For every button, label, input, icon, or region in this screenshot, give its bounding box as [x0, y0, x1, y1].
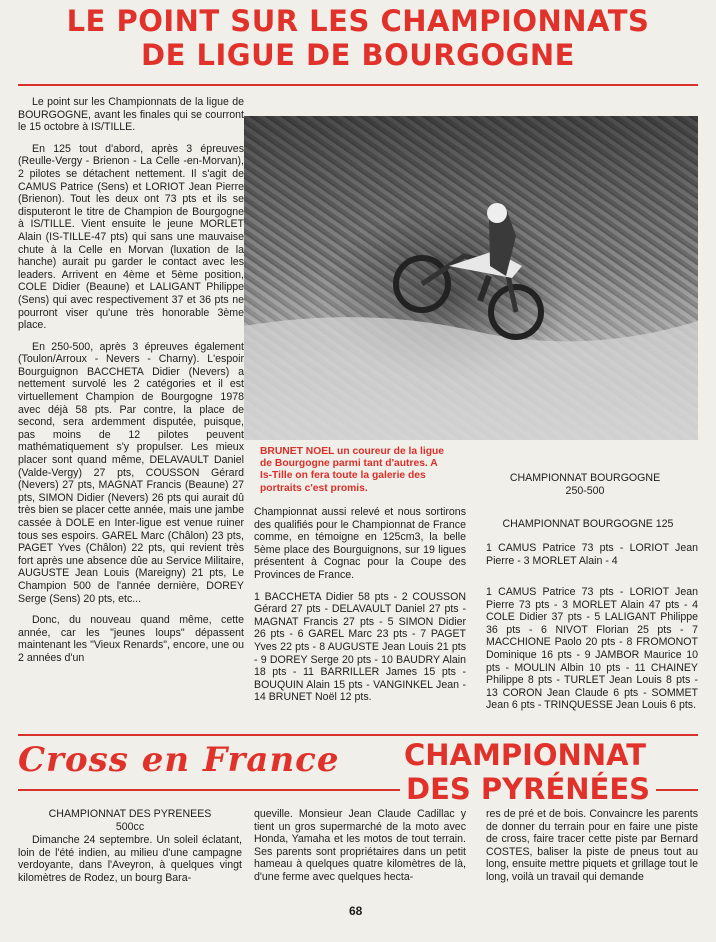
middle-column: [254, 506, 466, 713]
bottom-col3-text: res de pré et de bois. Convaincre les parents de donner du terrain pour en faire une piste de cross, faire tracer cette piste par Bernard COSTES, baliser la piste de pneus tout au long, ensuite mettre piquets et grillage tout le long, voilà un travail qui demande: [486, 808, 698, 883]
paragraph-125: En 125 tout d'abord, après 3 épreuves (Reulle-Vergy - Brienon - La Celle -en-Morvan), 2 pilotes se détachent nettement. Il s'agit de CAMUS Patrice (Sens) et LORIOT Jean Pierre (Brienon). Tout les deux ont 73 pts et ils se disputeront le titre de Champion de Bourgogne à IS/TILLE. Vient ensuite le jeune MORLET Alain (IS-TILLE-47 pts) qui sans une mauvaise chute à la Celle en Morvan (luxation de la hanche) aurait pu garder le contact avec les leaders. Arrivent en 4ème et 5ème position, COLE Didier (Beaune) et LALIGANT Philippe (Sens) qui avec respectivement 37 et 36 pts ne pourront viser qu'une très honorable 3ème place.: [18, 142, 244, 332]
page-title-line1: LE POINT SUR LES CHAMPIONNATS: [66, 4, 650, 38]
paragraph-conclusion: Donc, du nouveau quand même, cette année, car les "jeunes loups" dépassent maintenant les "Vieux Renards", encore, une ou 2 années d'un: [18, 614, 244, 664]
photo-caption: BRUNET NOEL un coureur de la ligue de Bourgogne parmi tant d'autres. A Is-Tille on fera toute la galerie des portraits c'est promis.: [260, 446, 445, 494]
section-rule: [18, 734, 698, 736]
bottom-col2: [254, 808, 466, 893]
standings-125-full: 1 CAMUS Patrice 73 pts - LORIOT Jean Pierre 73 pts - 3 MORLET Alain 47 pts - 4 COLE Didier 37 pts - 5 LALIGANT Philippe 36 pts - 6 NIVOT Florian 25 pts - 7 MACCHIONE Paolo 20 pts - 8 FROMONOT Dominique 16 pts - 9 JAMBOR Maurice 10 pts - MOULIN Albin 10 pts - 11 CHAINEY Philippe 8 pts - TURLET Jean Louis 8 pts - 13 CORON Jean Claude 6 pts - SOMMET Jean 6 pts - TRINQUESSE Jean Louis 6 pts.: [486, 586, 698, 712]
heading-250-500: CHAMPIONNAT BOURGOGNE 250-500: [509, 472, 661, 497]
middle-paragraph: Championnat aussi relevé et nous sortirons des qualifiés pour le Championnat de France comme, en témoigne en 125cm3, la belle 5ème place des Bourguignons, sur 19 ligues présentent à Cognac pour la Coupe des Provinces de France.: [254, 506, 466, 581]
standings-125-short: 1 CAMUS Patrice 73 pts - LORIOT Jean Pierre - 3 MORLET Alain - 4: [486, 542, 698, 567]
pyrenees-title-line1: CHAMPIONNAT: [404, 738, 647, 772]
pyrenees-rule-right: [656, 789, 698, 791]
pyrenees-title-line2: DES PYRÉNÉES: [406, 772, 651, 806]
cross-en-france-title: Cross en France: [18, 740, 340, 780]
bottom-col2-text: queville. Monsieur Jean Claude Cadillac y tient un gros supermarché de la moto avec Honda, Yamaha et les motos de tout terrain. Ses parents sont propriétaires dans un petit hameau à quelques quatre kilomètres de là, d'une ferme avec quelques hecta-: [254, 808, 466, 883]
title-rule: [18, 84, 698, 86]
standings-250-500: 1 BACCHETA Didier 58 pts - 2 COUSSON Gérard 27 pts - DELAVAULT Daniel 27 pts - MAGNAT Francis 27 pts - 5 SIMON Didier 26 pts - 6 GAREL Marc 23 pts - 7 PAGET Yves 22 pts - 8 AUGUSTE Jean Louis 21 pts - 9 DOREY Serge 20 pts - 10 BAUDRY Alain 18 pts - 11 BARRILLER James 15 pts - BOUQUIN Alain 15 pts - VANGINKEL Jean - 14 BRUNET Noël 12 pts.: [254, 590, 466, 704]
motocross-photo: [244, 116, 698, 440]
pyrenees-heading: CHAMPIONNAT DES PYRENEES 500cc: [48, 808, 212, 833]
paragraph-250-500: En 250-500, après 3 épreuves également (Toulon/Arroux - Nevers - Charny). L'espoir Bourguignon BACCHETA Didier (Nevers) a nettement survolé les 2 catégories et il est virtuellement Champion de Bourgogne 1978 avec déjà 58 pts. Par contre, la place de second, sera ardemment disputée, puisque, pas moins de 12 pilotes peuvent mathématiquement s'y propulser. Les mieux placer sont quand même, DELAVAULT Daniel (Valde-Vergy) 27 pts, COUSSON Gérard (Nevers) 27 pts, MAGNAT Francis (Beaune) 27 pts, SIMON Didier (Nevers) 26 pts qui aurait dû très bien se placer cette année, mais une jambe cassée à DOLE en Inter-ligue est venue ruiner tous ses espoirs. GAREL Marc (Châlon) 23 pts, PAGET Yves (Châlon) 22 pts, qui revient très fort après une absence dûe au Service Militaire, AUGUSTE Jean Louis (Mareigny) 21 pts, Le Champion 500 de l'année dernière, DOREY Serge (Sens) 20 pts, etc...: [18, 340, 244, 605]
bottom-col1: [18, 834, 242, 893]
paragraph-intro: Le point sur les Championnats de la ligue de BOURGOGNE, avant les finales qui se courront le 15 octobre à IS/TILLE.: [18, 96, 244, 134]
heading-125: CHAMPIONNAT BOURGOGNE 125: [502, 518, 674, 530]
bottom-col3: [486, 808, 698, 893]
page-title-line2: DE LIGUE DE BOURGOGNE: [141, 38, 575, 72]
bottom-col1-text: Dimanche 24 septembre. Un soleil éclatant, loin de l'été indien, au milieu d'une campagne verdoyante, dans l'Aveyron, à quelques vingt kilomètres de Rodez, un bourg Bara-: [18, 834, 242, 884]
left-column: [18, 96, 244, 674]
page-number: 68: [349, 904, 363, 918]
pyrenees-rule-left: [18, 789, 400, 791]
